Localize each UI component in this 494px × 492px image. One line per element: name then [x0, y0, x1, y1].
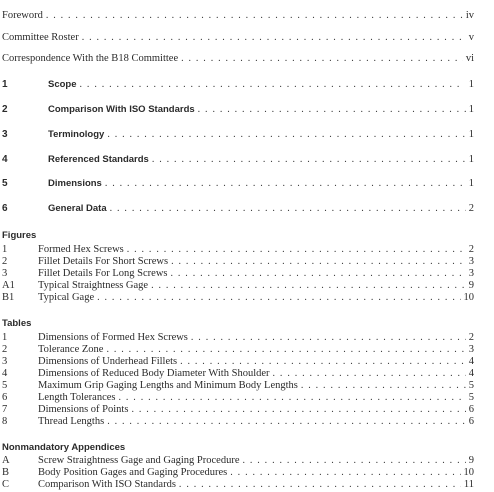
- toc-appendix[interactable]: [0, 478, 494, 492]
- toc-entry-committee-roster[interactable]: [0, 31, 494, 45]
- section-page: 1: [468, 129, 474, 140]
- section-title: Scope: [48, 79, 77, 90]
- table-number: 6: [2, 392, 8, 403]
- table-number: 2: [2, 344, 8, 355]
- section-title: Terminology: [48, 129, 105, 140]
- toc-section-5[interactable]: [0, 177, 494, 191]
- figure-page: 3: [468, 256, 474, 267]
- table-page: 6: [468, 404, 474, 415]
- table-number: 3: [2, 356, 8, 367]
- toc-entry-title: Correspondence With the B18 Committee: [2, 53, 179, 64]
- section-number: 5: [2, 178, 8, 189]
- appendices-heading: Nonmandatory Appendices: [2, 442, 126, 453]
- section-title: Referenced Standards: [48, 154, 149, 165]
- dot-leader: [46, 9, 463, 23]
- appendix-letter: C: [2, 479, 10, 490]
- toc-section-2[interactable]: [0, 103, 494, 117]
- figure-title: Formed Hex Screws: [38, 244, 124, 255]
- dot-leader: [152, 153, 466, 167]
- toc-table[interactable]: [0, 415, 494, 429]
- appendix-title: Screw Straightness Gage and Gaging Procedure: [38, 455, 240, 466]
- section-page: 1: [468, 154, 474, 165]
- toc-entry-page: v: [468, 32, 474, 43]
- dot-leader: [110, 202, 466, 216]
- section-title: General Data: [48, 203, 107, 214]
- toc-entry-foreword[interactable]: [0, 9, 494, 23]
- figure-number: 3: [2, 268, 8, 279]
- table-title: Tolerance Zone: [38, 344, 104, 355]
- section-number: 6: [2, 203, 8, 214]
- dot-leader: [82, 31, 465, 45]
- table-title: Dimensions of Underhead Fillets: [38, 356, 178, 367]
- dot-leader: [179, 478, 461, 492]
- appendix-page: 11: [463, 479, 474, 490]
- dot-leader: [80, 78, 466, 92]
- appendix-letter: A: [2, 455, 10, 466]
- tables-heading: Tables: [2, 318, 32, 329]
- section-title: Comparison With ISO Standards: [48, 104, 195, 115]
- section-number: 1: [2, 79, 8, 90]
- figure-page: 9: [468, 280, 474, 291]
- table-number: 8: [2, 416, 8, 427]
- figure-title: Typical Straightness Gage: [38, 280, 149, 291]
- figure-page: 10: [463, 292, 474, 303]
- toc-section-3[interactable]: [0, 128, 494, 142]
- table-page: 4: [468, 356, 474, 367]
- table-page: 5: [468, 380, 474, 391]
- section-number: 2: [2, 104, 8, 115]
- table-title: Length Tolerances: [38, 392, 116, 403]
- toc-section-4[interactable]: [0, 153, 494, 167]
- table-page: 2: [468, 332, 474, 343]
- figure-title: Fillet Details For Long Screws: [38, 268, 168, 279]
- toc-section-1[interactable]: [0, 78, 494, 92]
- toc-entry-title: Committee Roster: [2, 32, 79, 43]
- toc-entry-correspondence[interactable]: [0, 52, 494, 66]
- table-number: 5: [2, 380, 8, 391]
- table-page: 5: [468, 392, 474, 403]
- figure-number: A1: [2, 280, 15, 291]
- appendix-title: Body Position Gages and Gaging Procedures: [38, 467, 228, 478]
- dot-leader: [107, 128, 465, 142]
- dot-leader: [198, 103, 466, 117]
- section-number: 3: [2, 129, 8, 140]
- appendix-page: 9: [468, 455, 474, 466]
- appendix-title: Comparison With ISO Standards: [38, 479, 176, 490]
- figure-number: 2: [2, 256, 8, 267]
- figure-title: Typical Gage: [38, 292, 95, 303]
- figure-title: Fillet Details For Short Screws: [38, 256, 169, 267]
- appendix-letter: B: [2, 467, 10, 478]
- dot-leader: [181, 52, 463, 66]
- section-number: 4: [2, 154, 8, 165]
- section-page: 2: [468, 203, 474, 214]
- dot-leader: [97, 291, 460, 305]
- table-title: Dimensions of Points: [38, 404, 129, 415]
- figure-page: 3: [468, 268, 474, 279]
- figure-number: 1: [2, 244, 8, 255]
- table-page: 6: [468, 416, 474, 427]
- toc-entry-page: vi: [465, 53, 474, 64]
- section-page: 1: [468, 104, 474, 115]
- toc-section-6[interactable]: [0, 202, 494, 216]
- table-page: 4: [468, 368, 474, 379]
- appendix-page: 10: [463, 467, 474, 478]
- table-title: Dimensions of Reduced Body Diameter With Shoulder: [38, 368, 270, 379]
- figure-number: B1: [2, 292, 15, 303]
- toc-figure[interactable]: [0, 291, 494, 305]
- section-title: Dimensions: [48, 178, 102, 189]
- table-page: 3: [468, 344, 474, 355]
- table-number: 7: [2, 404, 8, 415]
- table-title: Thread Lengths: [38, 416, 105, 427]
- table-title: Dimensions of Formed Hex Screws: [38, 332, 188, 343]
- figure-page: 2: [468, 244, 474, 255]
- figures-heading: Figures: [2, 230, 37, 241]
- table-title: Maximum Grip Gaging Lengths and Minimum Body Lengths: [38, 380, 298, 391]
- dot-leader: [105, 177, 466, 191]
- table-number: 4: [2, 368, 8, 379]
- toc-entry-page: iv: [465, 10, 474, 21]
- toc-entry-title: Foreword: [2, 10, 43, 21]
- table-number: 1: [2, 332, 8, 343]
- section-page: 1: [468, 79, 474, 90]
- section-page: 1: [468, 178, 474, 189]
- dot-leader: [107, 415, 465, 429]
